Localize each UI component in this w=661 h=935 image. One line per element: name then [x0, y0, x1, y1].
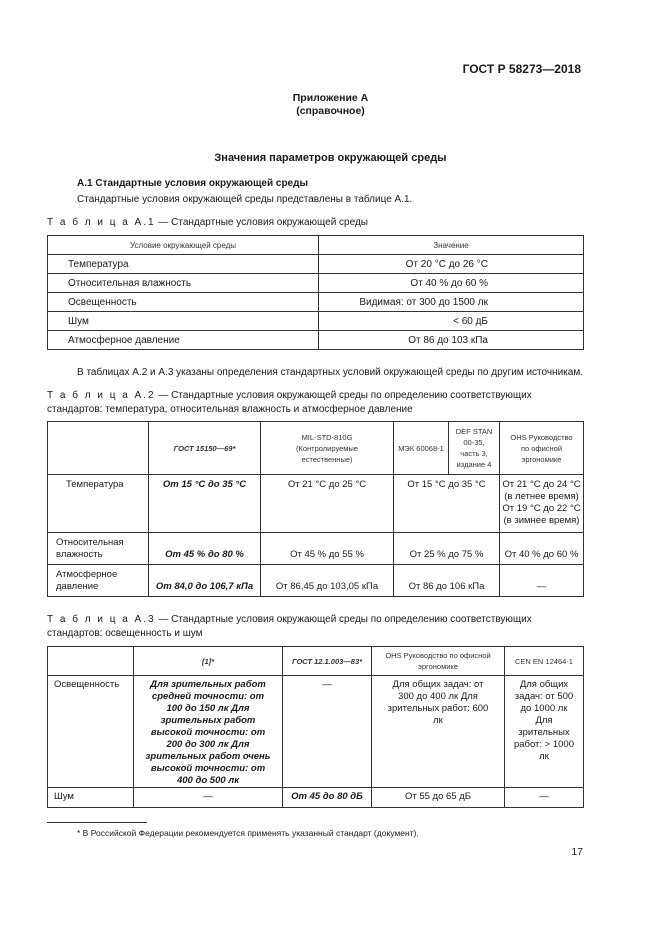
table-header-cell: Значение	[319, 236, 584, 255]
table1-caption-text: — Стандартные условия окружающей среды	[155, 217, 368, 228]
table-cell: Видимая: от 300 до 1500 лк	[319, 293, 584, 312]
table1-caption	[47, 216, 583, 230]
table-cell: Атмосферное давление	[48, 565, 149, 597]
table-cell: От 40 % до 60 %	[500, 533, 584, 565]
table2-caption	[47, 389, 583, 417]
appendix-subtitle: (справочное)	[296, 105, 365, 117]
table-cell: От 55 до 65 дБ	[372, 788, 505, 808]
subsection-title: Стандартные условия окружающей среды	[95, 178, 309, 189]
table1-caption-prefix: Т а б л и ц а А.1	[47, 217, 156, 228]
table-header-row	[48, 422, 584, 475]
table-row	[48, 565, 584, 597]
table-header-cell	[48, 647, 134, 676]
table-cell: Освещенность	[48, 676, 134, 788]
table-cell: < 60 дБ	[319, 312, 584, 331]
table-a1	[47, 235, 584, 350]
appendix-heading	[0, 92, 661, 118]
footnote: * В Российской Федерации рекомендуется применять указанный стандарт (документ).	[77, 828, 419, 838]
table-row	[48, 533, 584, 565]
table-cell: От 40 % до 60 %	[319, 274, 584, 293]
table-cell: От 21 °С до 24 °С (в летнее время) От 19 °С до 22 °С (в зимнее время)	[500, 475, 584, 533]
table-cell: От 86 до 103 кПа	[319, 331, 584, 350]
table-cell: Температура	[48, 255, 319, 274]
table-cell: Относительная влажность	[48, 533, 149, 565]
appendix-title: Приложение А	[292, 92, 369, 104]
table-header-cell: DEF STAN 00-35, часть 3, издание 4	[449, 422, 500, 475]
table-row	[48, 475, 584, 533]
table-header-cell: ГОСТ 15150—69*	[149, 422, 261, 475]
table-cell: —	[134, 788, 283, 808]
table-row	[48, 293, 584, 312]
table-cell: От 84,0 до 106,7 кПа	[149, 565, 261, 597]
table-header-row	[48, 647, 584, 676]
table-row	[48, 331, 584, 350]
between-paragraph: В таблицах А.2 и А.3 указаны определения стандартных условий окружающей среды по другим источникам.	[77, 367, 583, 378]
table-header-row	[48, 236, 584, 255]
table2-caption-prefix: Т а б л и ц а А.2	[47, 390, 156, 401]
table3-caption	[47, 613, 583, 641]
table-cell: —	[505, 788, 584, 808]
table-cell: —	[500, 565, 584, 597]
document-code: ГОСТ Р 58273—2018	[462, 62, 581, 76]
table-cell: Относительная влажность	[48, 274, 319, 293]
table-cell: Температура	[48, 475, 149, 533]
table-header-cell: [1]*	[134, 647, 283, 676]
table-cell: От 86 до 106 кПа	[394, 565, 500, 597]
table-header-cell	[48, 422, 149, 475]
table-header-cell: MIL-STD-810G (Контролируемые естественные)	[261, 422, 394, 475]
intro-paragraph: Стандартные условия окружающей среды представлены в таблице А.1.	[77, 194, 413, 205]
table2-caption-text: — Стандартные условия окружающей среды по определению соответствующих стандартов: температура, относительная влажность и атмосферное давление	[47, 390, 532, 415]
section-title: Значения параметров окружающей среды	[214, 152, 447, 164]
table-cell: Атмосферное давление	[48, 331, 319, 350]
table-cell: От 25 % до 75 %	[394, 533, 500, 565]
table-cell: От 45 до 80 дБ	[283, 788, 372, 808]
table-row	[48, 676, 584, 788]
table-cell: От 21 °С до 25 °С	[261, 475, 394, 533]
table3-caption-prefix: Т а б л и ц а А.3	[47, 614, 156, 625]
table-header-cell: ГОСТ 12.1.003—83*	[283, 647, 372, 676]
table-cell: —	[283, 676, 372, 788]
subsection-number: А.1	[77, 178, 93, 189]
table3-caption-text: — Стандартные условия окружающей среды по определению соответствующих стандартов: освещенность и шум	[47, 614, 532, 639]
table-cell: От 20 °С до 26 °С	[319, 255, 584, 274]
table-row	[48, 312, 584, 331]
page-number: 17	[571, 846, 583, 858]
subsection-heading	[77, 178, 308, 189]
table-header-cell: Условие окружающей среды	[48, 236, 319, 255]
table-cell: Шум	[48, 312, 319, 331]
table-header-cell: CEN EN 12464-1	[505, 647, 584, 676]
table-cell: Для общих задач: от 300 до 400 лк Для зрительных работ: 600 лк	[372, 676, 505, 788]
table-a3	[47, 646, 584, 808]
table-cell: Для общих задач: от 500 до 1000 лк Для зрительных работ: > 1000 лк	[505, 676, 584, 788]
table-row	[48, 274, 584, 293]
table-cell: Для зрительных работ средней точности: от 100 до 150 лк Для зрительных работ высокой точности: от 200 до 300 лк Для зрительных работ очень высокой точности: от 400 до 500 лк	[134, 676, 283, 788]
table-header-cell: OHS Руководство по офисной эргономике	[500, 422, 584, 475]
table-row	[48, 788, 584, 808]
footnote-divider	[47, 822, 147, 823]
table-header-cell: OHS Руководство по офисной эргономике	[372, 647, 505, 676]
table-cell: От 15 °С до 35 °С	[394, 475, 500, 533]
table-row	[48, 255, 584, 274]
table-cell: Освещенность	[48, 293, 319, 312]
table-cell: От 45 % до 55 %	[261, 533, 394, 565]
table-header-cell: МЭК 60068-1	[394, 422, 449, 475]
table-cell: От 45 % до 80 %	[149, 533, 261, 565]
table-a2	[47, 421, 584, 597]
table-cell: От 86,45 до 103,05 кПа	[261, 565, 394, 597]
table-cell: От 15 °С до 35 °С	[149, 475, 261, 533]
table-cell: Шум	[48, 788, 134, 808]
